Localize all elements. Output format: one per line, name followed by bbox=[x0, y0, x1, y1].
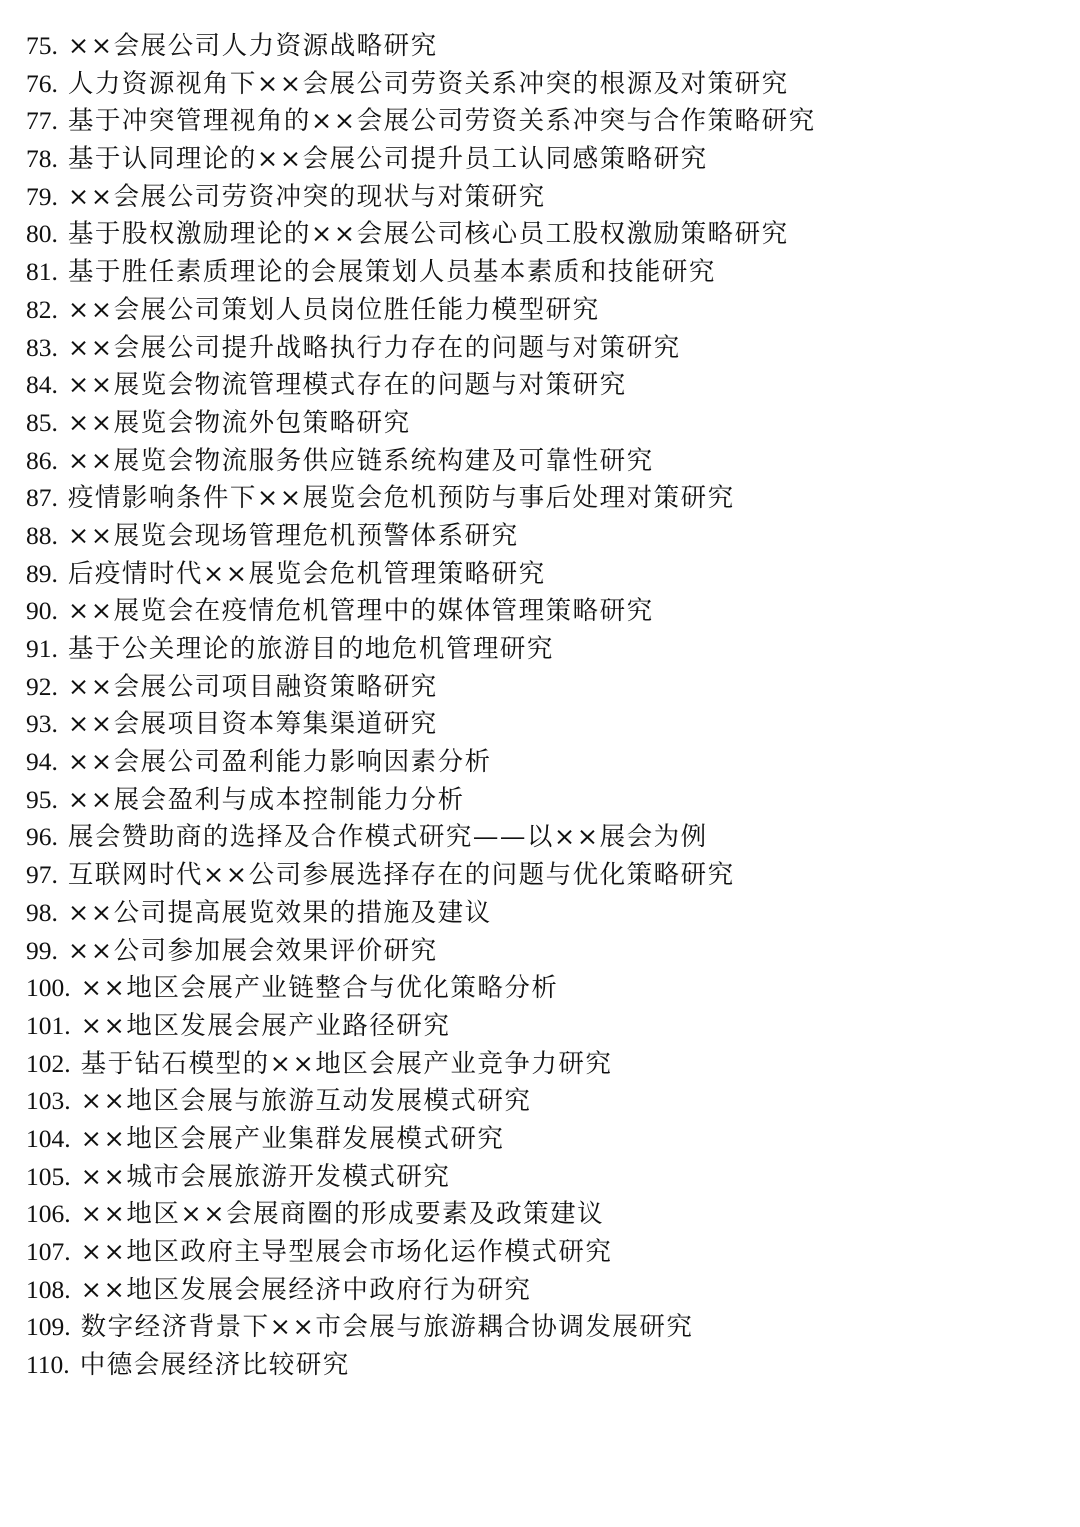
item-number: 97. bbox=[26, 860, 58, 890]
item-number: 89. bbox=[26, 558, 58, 588]
list-item bbox=[26, 1158, 1056, 1196]
list-item bbox=[26, 856, 1056, 894]
list-item bbox=[26, 253, 1056, 291]
list-item bbox=[26, 215, 1056, 253]
item-text: ××地区会展产业集群发展模式研究 bbox=[80, 1123, 505, 1154]
item-number: 93. bbox=[26, 709, 58, 739]
list-item bbox=[26, 27, 1056, 65]
list-item bbox=[26, 932, 1056, 970]
item-text: 基于胜任素质理论的会展策划人员基本素质和技能研究 bbox=[67, 257, 716, 288]
list-item bbox=[26, 592, 1056, 630]
item-text: ××地区会展产业链整合与优化策略分析 bbox=[80, 973, 559, 1004]
item-number: 94. bbox=[26, 747, 58, 777]
item-number: 79. bbox=[26, 181, 58, 211]
item-number: 99. bbox=[26, 935, 58, 965]
item-text: ××地区××会展商圈的形成要素及政策建议 bbox=[80, 1199, 605, 1230]
list-item bbox=[26, 366, 1056, 404]
topic-list bbox=[26, 27, 1056, 1384]
item-text: ××会展公司项目融资策略研究 bbox=[67, 671, 438, 702]
list-item bbox=[26, 517, 1056, 555]
item-text: ××会展项目资本筹集渠道研究 bbox=[67, 709, 438, 740]
item-number: 87. bbox=[26, 483, 58, 513]
list-item bbox=[26, 743, 1056, 781]
item-number: 102. bbox=[26, 1048, 71, 1078]
item-number: 90. bbox=[26, 596, 58, 626]
item-text: ××会展公司提升战略执行力存在的问题与对策研究 bbox=[67, 332, 681, 363]
item-text: 基于钻石模型的××地区会展产业竞争力研究 bbox=[80, 1048, 613, 1079]
item-text: 后疫情时代××展览会危机管理策略研究 bbox=[67, 558, 546, 589]
item-number: 85. bbox=[26, 407, 58, 437]
list-item bbox=[26, 102, 1056, 140]
item-number: 101. bbox=[26, 1010, 71, 1040]
item-number: 110. bbox=[26, 1350, 70, 1380]
item-number: 98. bbox=[26, 897, 58, 927]
item-text: 数字经济背景下××市会展与旅游耦合协调发展研究 bbox=[80, 1312, 694, 1343]
item-number: 77. bbox=[26, 106, 58, 136]
list-item bbox=[26, 1271, 1056, 1309]
item-number: 83. bbox=[26, 332, 58, 362]
item-text: ××地区会展与旅游互动发展模式研究 bbox=[80, 1086, 532, 1117]
item-text: ××展览会物流服务供应链系统构建及可靠性研究 bbox=[67, 445, 654, 476]
list-item bbox=[26, 329, 1056, 367]
list-item bbox=[26, 1007, 1056, 1045]
item-number: 108. bbox=[26, 1274, 71, 1304]
item-text: ××展览会物流外包策略研究 bbox=[67, 407, 411, 438]
item-number: 92. bbox=[26, 671, 58, 701]
item-text: ××会展公司盈利能力影响因素分析 bbox=[67, 747, 492, 778]
list-item bbox=[26, 65, 1056, 103]
item-number: 103. bbox=[26, 1086, 71, 1116]
list-item bbox=[26, 1233, 1056, 1271]
list-item bbox=[26, 1308, 1056, 1346]
list-item bbox=[26, 1120, 1056, 1158]
list-item bbox=[26, 555, 1056, 593]
list-item bbox=[26, 969, 1056, 1007]
list-item bbox=[26, 705, 1056, 743]
list-item bbox=[26, 630, 1056, 668]
item-text: ××展览会现场管理危机预警体系研究 bbox=[67, 520, 519, 551]
list-item bbox=[26, 818, 1056, 856]
item-text: 互联网时代××公司参展选择存在的问题与优化策略研究 bbox=[67, 860, 735, 891]
item-number: 86. bbox=[26, 445, 58, 475]
item-number: 105. bbox=[26, 1161, 71, 1191]
list-item bbox=[26, 178, 1056, 216]
item-text: 基于冲突管理视角的××会展公司劳资关系冲突与合作策略研究 bbox=[67, 106, 816, 137]
item-text: ××会展公司人力资源战略研究 bbox=[67, 31, 438, 61]
item-number: 96. bbox=[26, 822, 58, 852]
list-item bbox=[26, 668, 1056, 706]
item-number: 95. bbox=[26, 784, 58, 814]
item-text: ××会展公司劳资冲突的现状与对策研究 bbox=[67, 181, 546, 212]
item-text: ××地区发展会展产业路径研究 bbox=[80, 1010, 451, 1041]
item-text: 中德会展经济比较研究 bbox=[79, 1350, 350, 1381]
item-number: 88. bbox=[26, 520, 58, 550]
list-item bbox=[26, 781, 1056, 819]
item-number: 104. bbox=[26, 1123, 71, 1153]
item-number: 78. bbox=[26, 144, 58, 174]
item-text: 展会赞助商的选择及合作模式研究——以××展会为例 bbox=[67, 822, 708, 853]
item-text: ××地区政府主导型展会市场化运作模式研究 bbox=[80, 1237, 613, 1267]
item-text: 人力资源视角下××会展公司劳资关系冲突的根源及对策研究 bbox=[67, 68, 789, 99]
item-text: 基于认同理论的××会展公司提升员工认同感策略研究 bbox=[67, 144, 708, 175]
list-item bbox=[26, 404, 1056, 442]
list-item bbox=[26, 1195, 1056, 1233]
list-item bbox=[26, 442, 1056, 480]
list-item bbox=[26, 140, 1056, 178]
item-number: 106. bbox=[26, 1199, 71, 1229]
item-number: 91. bbox=[26, 634, 58, 663]
list-item bbox=[26, 1045, 1056, 1083]
item-text: 疫情影响条件下××展览会危机预防与事后处理对策研究 bbox=[67, 483, 735, 514]
item-number: 80. bbox=[26, 219, 58, 249]
item-text: ××展览会在疫情危机管理中的媒体管理策略研究 bbox=[67, 596, 654, 627]
item-number: 75. bbox=[26, 31, 58, 60]
item-text: ××展览会物流管理模式存在的问题与对策研究 bbox=[67, 370, 627, 401]
item-text: 基于公关理论的旅游目的地危机管理研究 bbox=[67, 634, 554, 664]
item-number: 109. bbox=[26, 1312, 71, 1342]
item-text: ××城市会展旅游开发模式研究 bbox=[80, 1161, 451, 1192]
list-item bbox=[26, 291, 1056, 329]
item-number: 76. bbox=[26, 68, 58, 98]
item-text: ××公司参加展会效果评价研究 bbox=[67, 935, 438, 966]
item-text: 基于股权激励理论的××会展公司核心员工股权激励策略研究 bbox=[67, 219, 789, 250]
item-text: ××公司提高展览效果的措施及建议 bbox=[67, 897, 492, 928]
item-number: 100. bbox=[26, 973, 71, 1003]
list-item bbox=[26, 894, 1056, 932]
item-number: 82. bbox=[26, 294, 58, 324]
item-number: 107. bbox=[26, 1237, 71, 1266]
item-text: ××地区发展会展经济中政府行为研究 bbox=[80, 1274, 532, 1305]
item-number: 81. bbox=[26, 257, 58, 287]
list-item bbox=[26, 1082, 1056, 1120]
list-item bbox=[26, 479, 1056, 517]
item-text: ××会展公司策划人员岗位胜任能力模型研究 bbox=[67, 294, 600, 325]
item-number: 84. bbox=[26, 370, 58, 400]
item-text: ××展会盈利与成本控制能力分析 bbox=[67, 784, 465, 815]
list-item bbox=[26, 1346, 1056, 1384]
